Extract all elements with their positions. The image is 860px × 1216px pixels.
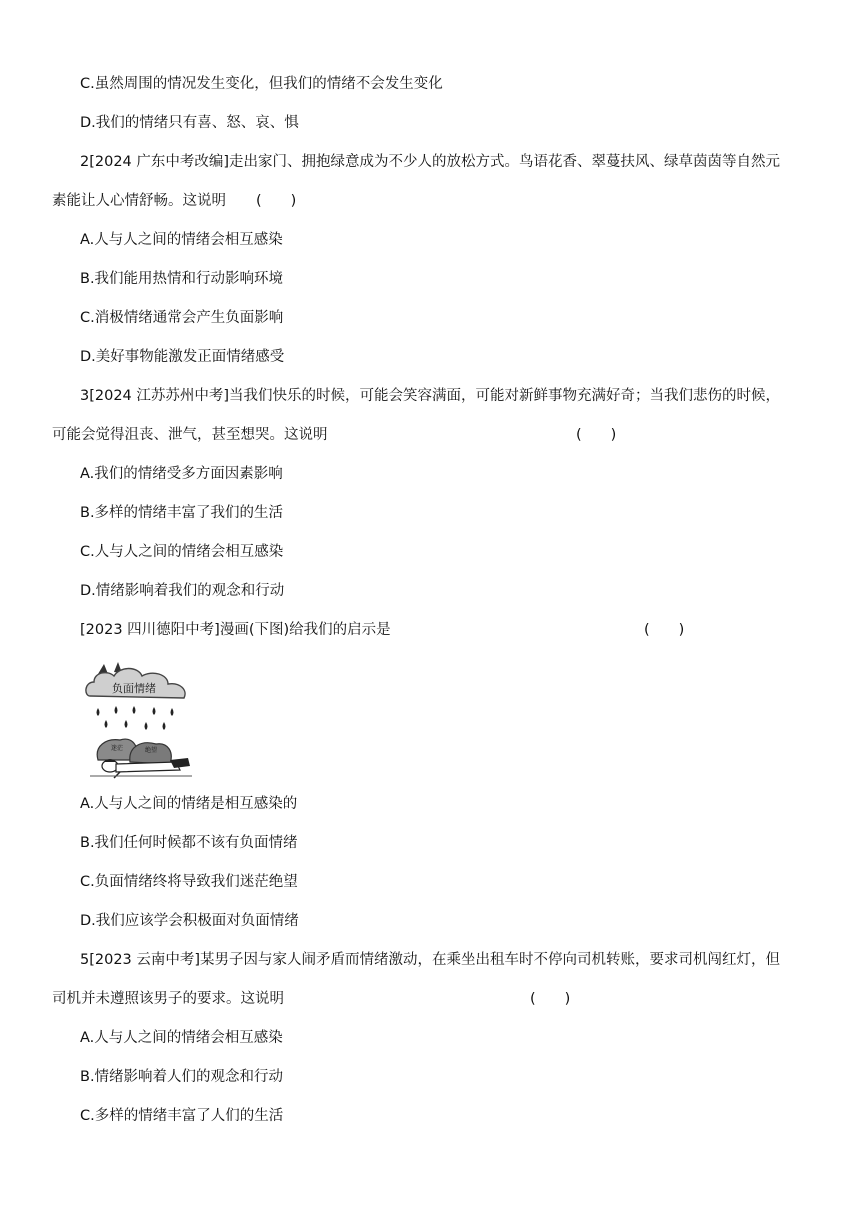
q4-stem-line1: [2023 四川德阳中考]漫画(下图)给我们的启示是 — [80, 622, 391, 638]
q3-stem-line2: 可能会觉得沮丧、泄气，甚至想哭。这说明 — [52, 427, 328, 443]
q2-answer-paren: ( ) — [256, 193, 297, 209]
q3-option-a: A.我们的情绪受多方面因素影响 — [80, 466, 283, 482]
q4-option-d: D.我们应该学会积极面对负面情绪 — [80, 913, 299, 929]
q3-option-d: D.情绪影响着我们的观念和行动 — [80, 583, 285, 599]
q5-stem-line1: 5[2023 云南中考]某男子因与家人闹矛盾而情绪激动，在乘坐出租车时不停向司机转账，要求司机闯红灯，但 — [80, 952, 781, 968]
q4-answer-paren: ( ) — [644, 622, 685, 638]
q5-answer-paren: ( ) — [530, 991, 571, 1007]
q5-stem-line2: 司机并未遵照该男子的要求。这说明 — [52, 991, 284, 1007]
rock-right-label: 绝望 — [144, 747, 158, 754]
person-arm — [114, 772, 120, 778]
q2-option-c: C.消极情绪通常会产生负面影响 — [80, 310, 284, 326]
q2-option-d: D.美好事物能激发正面情绪感受 — [80, 349, 285, 365]
q5-option-a: A.人与人之间的情绪会相互感染 — [80, 1030, 283, 1046]
q3-answer-paren: ( ) — [576, 427, 617, 443]
q4-option-b: B.我们任何时候都不该有负面情绪 — [80, 835, 298, 851]
q3-stem-line1: 3[2024 江苏苏州中考]当我们快乐的时候，可能会笑容满面，可能对新鲜事物充满好奇；当我们悲伤的时候， — [80, 388, 781, 404]
cloud-label: 负面情绪 — [112, 682, 156, 695]
q2-stem-line1: 2[2024 广东中考改编]走出家门、拥抱绿意成为不少人的放松方式。鸟语花香、翠蔓扶风、绿草茵茵等自然元 — [80, 154, 781, 170]
q2-option-b: B.我们能用热情和行动影响环境 — [80, 271, 284, 287]
q4-option-a: A.人与人之间的情绪是相互感染的 — [80, 796, 298, 812]
raindrops — [97, 706, 174, 730]
rock-left-label: 迷茫 — [110, 745, 124, 752]
q3-option-c: C.人与人之间的情绪会相互感染 — [80, 544, 284, 560]
q2-option-a: A.人与人之间的情绪会相互感染 — [80, 232, 283, 248]
negative-emotion-cartoon — [84, 660, 196, 780]
person-body — [116, 762, 180, 772]
q5-option-c: C.多样的情绪丰富了人们的生活 — [80, 1108, 284, 1124]
q3-option-b: B.多样的情绪丰富了我们的生活 — [80, 505, 284, 521]
cartoon-drawing — [84, 660, 196, 780]
q5-option-b: B.情绪影响着人们的观念和行动 — [80, 1069, 284, 1085]
q2-stem-line2: 素能让人心情舒畅。这说明 — [52, 193, 226, 209]
q1-option-c: C.虽然周围的情况发生变化，但我们的情绪不会发生变化 — [80, 76, 443, 92]
q4-option-c: C.负面情绪终将导致我们迷茫绝望 — [80, 874, 298, 890]
q1-option-d: D.我们的情绪只有喜、怒、哀、惧 — [80, 115, 299, 131]
